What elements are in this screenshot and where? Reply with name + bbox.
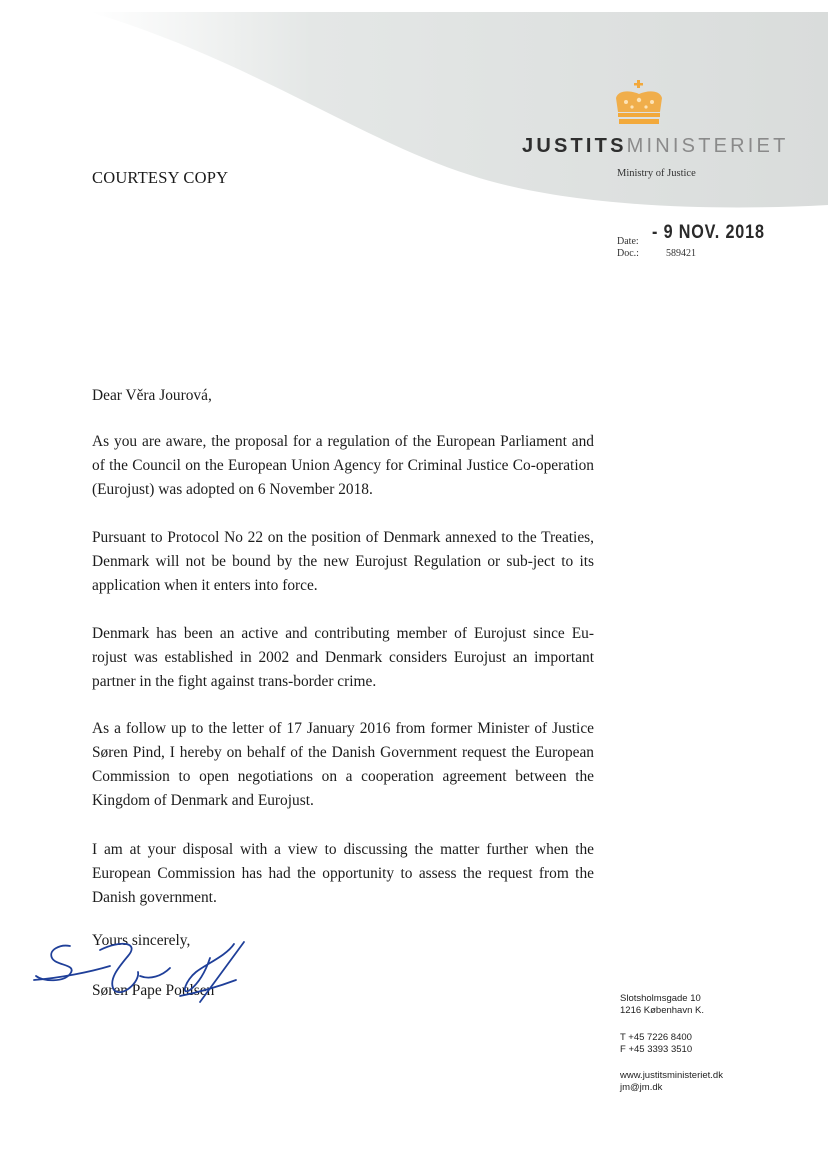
- doc-number: 589421: [666, 248, 696, 259]
- closing: Yours sincerely,: [92, 932, 191, 949]
- phone-number: T +45 7226 8400: [620, 1032, 692, 1043]
- date-stamp: - 9 NOV. 2018: [652, 222, 765, 243]
- salutation: Dear Věra Jourová,: [92, 387, 212, 404]
- ministry-subtitle: Ministry of Justice: [617, 168, 696, 179]
- fax-number: F +45 3393 3510: [620, 1044, 693, 1055]
- email-link[interactable]: jm@jm.dk: [620, 1082, 663, 1093]
- paragraph-3: Denmark has been an active and contributing member of Eurojust since Eu-rojust was established in 2002 and Denmark considers Eurojust an important partner in the fight against trans-border crime.: [92, 625, 594, 690]
- logotype-light: MINISTERIET: [626, 135, 789, 157]
- paragraph-2: Pursuant to Protocol No 22 on the position of Denmark annexed to the Treaties, Denmark will not be bound by the new Eurojust Regulation or sub-ject to its application when it enters into force.: [92, 529, 594, 594]
- date-label: Date:: [617, 236, 639, 247]
- address-block: [620, 993, 810, 1017]
- signer-name: Søren Pape Poulsen: [92, 982, 215, 999]
- contact-phones: [620, 1032, 810, 1056]
- handwritten-signature: [30, 936, 260, 1006]
- crown-logo-icon: [610, 80, 668, 128]
- ministry-logotype: [522, 134, 789, 158]
- website-link[interactable]: www.justitsministeriet.dk: [620, 1070, 723, 1081]
- contact-web: [620, 1070, 810, 1094]
- paragraph-1: As you are aware, the proposal for a regulation of the European Parliament and of the Council on the European Union Agency for Criminal Justice Co-operation (Eurojust) was adopted on 6 November 2018.: [92, 433, 594, 498]
- address-street: Slotsholmsgade 10: [620, 993, 701, 1004]
- logotype-bold: JUSTITS: [522, 135, 627, 157]
- courtesy-copy-label: COURTESY COPY: [92, 168, 229, 187]
- doc-label: Doc.:: [617, 248, 639, 259]
- paragraph-5: I am at your disposal with a view to discussing the matter further when the European Commission has had the opportunity to assess the request from the Danish government.: [92, 841, 594, 906]
- address-city: 1216 København K.: [620, 1005, 704, 1016]
- paragraph-4: As a follow up to the letter of 17 January 2016 from former Minister of Justice Søren Pind, I hereby on behalf of the Danish Government request the European Commission to open negotiations on a cooperation agreement between the Kingdom of Denmark and Eurojust.: [92, 720, 594, 809]
